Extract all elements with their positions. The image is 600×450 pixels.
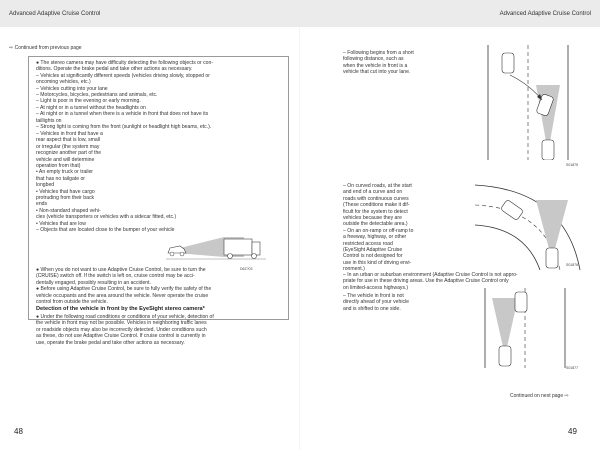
text-line: – Objects that are located close to the bumper of your vehicle	[36, 227, 175, 234]
text-line: recognize another part of the	[36, 150, 102, 157]
caution-list-bottom	[36, 267, 286, 305]
text-line: priate for use in these driving areas. Use the Adaptive Cruise Control only	[343, 278, 509, 285]
cutin-condition	[343, 50, 451, 76]
text-line: oncoming vehicles, etc.)	[36, 79, 91, 86]
section-heading: Detection of the vehicle in front by the EyeSight stereo camera*	[36, 306, 205, 312]
text-line: cles (vehicle transporters or vehicles with a sidecar fitted, etc.)	[36, 214, 177, 221]
own-vehicle	[499, 346, 511, 366]
continued-on-next-page: Continued on next page ⇨	[510, 393, 569, 399]
offset-vehicle-figure	[470, 288, 585, 368]
text-line: – On curved roads, at the start	[343, 183, 412, 189]
curve-figure	[470, 180, 585, 270]
figure-label: S01876	[566, 263, 579, 267]
text-line: use in this kind of driving envi-	[343, 259, 412, 266]
text-line: – On an on-ramp or off-ramp to	[343, 227, 414, 234]
text-line: ends	[36, 201, 48, 208]
text-line: – In an urban or suburban environment (Adaptive Cruise Control is not appro-	[343, 272, 518, 278]
text-line: Control is not designed for	[343, 253, 403, 260]
text-line: vehicle that cut into your lane.	[343, 69, 411, 76]
truck-cab	[252, 242, 260, 255]
text-line: – Strong light is coming from the front (sunlight or headlight high beams, etc.).	[36, 124, 212, 131]
text-line: roads with continuous curves	[343, 195, 409, 202]
page-header-right	[300, 0, 600, 27]
detection-conditions	[36, 314, 291, 346]
text-line: outside the detectable area.)	[343, 221, 408, 228]
figure-label: D6Z?03	[240, 267, 253, 271]
text-line: when the vehicle in front is a	[343, 62, 408, 69]
text-line: ● Before using Adaptive Cruise Control, be sure to fully verify the safety of the	[36, 286, 212, 293]
text-line: ficult for the system to detect	[343, 208, 408, 215]
text-line: ronment.)	[343, 266, 365, 273]
text-line: the vehicle in front may not be possible. Vehicles in neighboring traffic lanes	[36, 320, 207, 327]
vehicle-on-curve	[500, 199, 523, 220]
text-line: ditions. Operate the brake pedal and take other actions as necessary.	[36, 66, 193, 73]
page-header-left	[0, 0, 300, 27]
own-vehicle	[546, 248, 558, 268]
cut-in-figure	[470, 45, 585, 160]
text-line: ● The stereo camera may have difficulty detecting the following objects or con-	[36, 60, 214, 66]
text-line: use, operate the brake pedal and take other actions as necessary.	[36, 339, 185, 346]
text-line: that has no tailgate or	[36, 175, 85, 182]
curve-ramp-conditions	[343, 183, 451, 273]
text-line: • Vehicles that are low	[36, 220, 86, 227]
text-line: • An empty truck or trailer	[36, 169, 93, 176]
text-line: or irregular (the system may	[36, 143, 100, 150]
text-line: ● Under the following road conditions or conditions of your vehicle, detection of	[36, 314, 214, 320]
text-line: – The vehicle in front is not	[343, 293, 404, 299]
caution-list-top	[36, 60, 286, 130]
text-line: as these, do not use Adaptive Cruise Control. If cruise control is currently in	[36, 333, 206, 340]
text-line: – Vehicles at significantly different speeds (vehicles driving slowly, stopped or	[36, 72, 210, 79]
text-line: vehicle and will determine	[36, 156, 95, 163]
text-line: – At night or in a tunnel when there is a vehicle in front that does not have its	[36, 111, 209, 118]
text-line: operation from that)	[36, 163, 81, 170]
own-vehicle	[168, 246, 186, 253]
text-line: (EyeSight Adaptive Cruise	[343, 247, 403, 254]
text-line: vehicle occupants and the area around the vehicle. Never operate the cruise	[36, 292, 209, 299]
text-line: control from outside the vehicle.	[36, 299, 108, 306]
own-vehicle	[542, 140, 554, 160]
truck-detection-figure	[166, 225, 266, 267]
text-line: a freeway, highway, or other	[343, 234, 407, 241]
figure-label: S01875	[566, 163, 579, 167]
text-line: dentally engaged, possibly resulting in an accident.	[36, 279, 151, 286]
text-line: – Light is poor in the evening or early morning.	[36, 98, 141, 105]
text-line: • Vehicles that have cargo	[36, 188, 95, 195]
text-line: longbed	[36, 182, 55, 189]
text-line: – At night or in a tunnel without the headlights on	[36, 104, 146, 111]
text-line: protruding from their back	[36, 195, 95, 202]
page-number-left: 48	[14, 427, 23, 436]
text-line: rear aspect that is low, small	[36, 137, 100, 144]
text-line: – Following begins from a short	[343, 50, 414, 56]
offset-vehicle	[515, 292, 527, 312]
text-line: ● When you do not want to use Adaptive Cruise Control, be sure to turn the	[36, 267, 206, 273]
text-line: – Vehicles in front that have a	[36, 131, 103, 137]
truck-bed	[224, 239, 252, 255]
offset-vehicle-condition	[343, 293, 451, 312]
text-line: or roadside objects may also be incorrectly detected. Under conditions such	[36, 326, 207, 333]
text-line: directly ahead of your vehicle	[343, 299, 409, 306]
text-line: (These conditions make it dif-	[343, 202, 410, 209]
header-title-left: Advanced Adaptive Cruise Control	[9, 11, 101, 17]
caution-list-narrow	[36, 131, 177, 234]
text-line: taillights on	[36, 117, 62, 124]
text-line: following distance, such as	[343, 56, 404, 63]
text-line: • Non-standard shaped vehi-	[36, 207, 101, 214]
text-line: restricted access road	[343, 240, 393, 247]
text-line: (CRUISE) switch off. If the switch is left on, cruise control may be acci-	[36, 273, 195, 280]
figure-label: S01877	[566, 366, 579, 370]
text-line: on limited-access highways.)	[343, 284, 409, 291]
text-line: and is shifted to one side.	[343, 305, 401, 312]
text-line: – Vehicles cutting into your lane	[36, 85, 108, 92]
page-gutter	[299, 27, 300, 450]
text-line: and end of a curve and on	[343, 189, 403, 196]
header-title-right: Advanced Adaptive Cruise Control	[499, 11, 591, 17]
continued-from-previous: ⇨ Continued from previous page	[9, 45, 82, 51]
text-line: – Motorcycles, bicycles, pedestrians and animals, etc.	[36, 92, 158, 99]
page-number-right: 49	[568, 427, 577, 436]
text-line: vehicles because they are	[343, 215, 402, 222]
